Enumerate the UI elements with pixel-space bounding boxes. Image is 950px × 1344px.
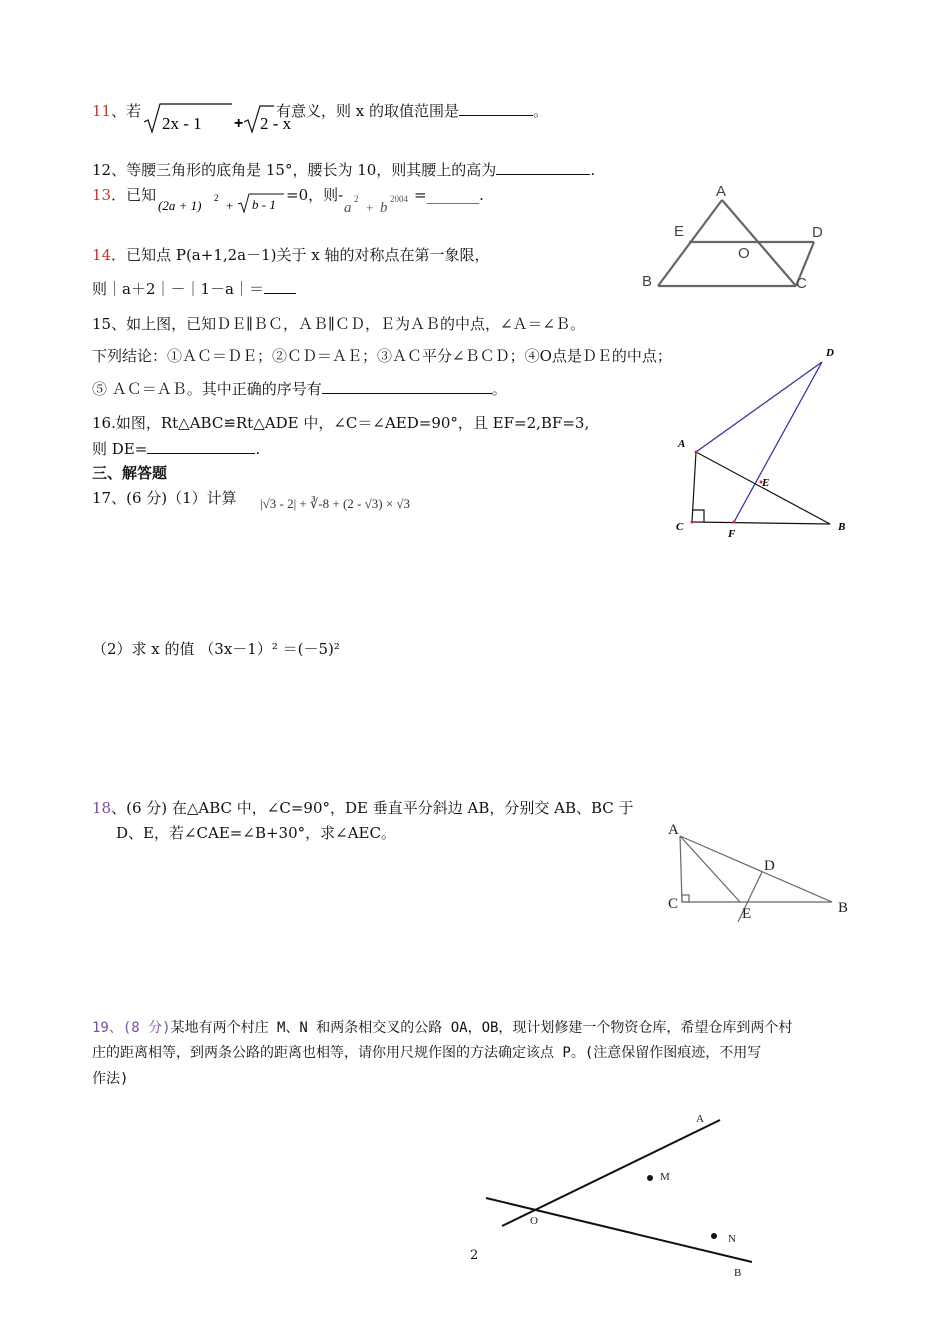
question-number: 11 <box>92 102 112 120</box>
radicand-1: 2x - 1 <box>162 114 202 133</box>
question-13-mid: =0，则- <box>286 186 344 204</box>
radicand-2: 2 - x <box>260 114 292 133</box>
label-C: C <box>668 896 679 912</box>
label-E: E <box>762 477 770 489</box>
label-F: F <box>728 528 736 540</box>
label-A: A <box>716 183 727 200</box>
question-16-line1: 16.如图，Rt△ABC≌Rt△ADE 中，∠C＝∠AED=90°，且 EF=2,BF=3, <box>92 414 590 432</box>
point-M <box>647 1175 653 1181</box>
svg-text:a: a <box>344 200 352 216</box>
svg-text:b: b <box>380 200 388 216</box>
label-O: O <box>530 1215 538 1227</box>
question-19-line2: 庄的距离相等，到两条公路的距离也相等，请你用尺规作图的方法确定该点 P。(注意保留作图痕迹，不用写 <box>92 1045 762 1061</box>
page-number: 2 <box>470 1248 479 1263</box>
svg-text:+: + <box>226 198 234 213</box>
answer-blank <box>459 102 533 116</box>
question-13: 13．已知 <box>92 186 157 204</box>
question-15-line1: 15、如上图，已知ＤＥ∥ＢＣ，ＡＢ∥ＣＤ，Ｅ为ＡＢ的中点，∠Ａ＝∠Ｂ。 <box>92 315 586 333</box>
figure-triangle-parallelogram <box>636 178 836 298</box>
question-14-line2: 则｜a＋2｜－｜1－a｜＝ <box>92 278 296 299</box>
answer-blank <box>147 440 255 454</box>
label-A: A <box>678 438 686 450</box>
label-C: C <box>676 521 684 533</box>
figure-two-roads <box>480 1108 770 1283</box>
label-B: B <box>838 521 846 533</box>
label-M: M <box>660 1171 670 1183</box>
math-expression-13b <box>344 192 424 218</box>
label-B: B <box>642 273 653 290</box>
question-number: 14 <box>92 246 112 264</box>
label-A: A <box>668 822 679 838</box>
label-A: A <box>696 1113 704 1125</box>
figure-congruent-triangles <box>670 340 860 540</box>
svg-text:+: + <box>366 200 374 215</box>
section-heading: 三、解答题 <box>92 464 168 482</box>
label-C: C <box>796 275 807 292</box>
question-number: 13 <box>92 186 112 204</box>
label-B: B <box>838 900 849 916</box>
svg-text:+: + <box>234 115 244 132</box>
math-expression-17: |√3 - 2| + ∛-8 + (2 - √3) × √3 <box>260 496 411 511</box>
label-D: D <box>764 858 775 874</box>
question-15-line2: 下列结论：①ＡＣ＝ＤＥ；②ＣＤ＝ＡＥ；③ＡＣ平分∠ＢＣＤ；④O点是ＤＥ的中点； <box>92 347 672 365</box>
svg-text:2004: 2004 <box>390 194 408 204</box>
label-D: D <box>812 224 823 241</box>
question-number: 18 <box>92 799 112 817</box>
question-18-line1: 18、(6 分) 在△ABC 中，∠C=90°，DE 垂直平分斜边 AB，分别交 AB、BC 于 <box>92 799 634 817</box>
question-number: 19 <box>92 1020 109 1036</box>
question-14: 14．已知点 P(a+1,2a－1)关于 x 轴的对称点在第一象限， <box>92 246 490 264</box>
question-13-end: =_______. <box>414 186 484 204</box>
answer-blank <box>496 161 590 175</box>
question-15-line3: ⑤ ＡＣ＝ＡＢ。其中正确的序号有 。 <box>92 380 507 398</box>
question-19-line3: 作法) <box>92 1071 129 1087</box>
svg-text:2: 2 <box>214 193 219 203</box>
label-E: E <box>674 223 685 240</box>
question-17-line1: 17、(6 分)（1）计算 <box>92 489 237 507</box>
answer-blank <box>264 280 296 294</box>
point-N <box>711 1233 717 1239</box>
label-E: E <box>742 906 752 922</box>
svg-text:b - 1: b - 1 <box>252 197 276 212</box>
label-N: N <box>728 1233 736 1245</box>
label-D: D <box>826 347 834 359</box>
question-19-line1: 19、(8 分)某地有两个村庄 M、N 和两条相交叉的公路 OA，OB，现计划修建一个物资仓库，希望仓库到两个村 <box>92 1020 793 1036</box>
question-12: 12、等腰三角形的底角是 15°，腰长为 10，则其腰上的高为 . <box>92 161 596 179</box>
question-16-line2: 则 DE= . <box>92 440 261 458</box>
question-11: 11、若 <box>92 102 142 120</box>
svg-text:2: 2 <box>354 194 359 204</box>
question-17-line2: （2）求 x 的值 （3x－1）² ＝(－5)² <box>92 640 340 658</box>
answer-blank <box>322 380 492 394</box>
sqrt-expression-11 <box>142 100 292 136</box>
label-O: O <box>738 245 750 262</box>
label-B: B <box>734 1267 742 1279</box>
question-11-tail: 有意义，则 x 的取值范围是 。 <box>276 102 549 120</box>
figure-right-triangle-bisector <box>660 816 860 931</box>
svg-text:(2a + 1): (2a + 1) <box>158 198 202 213</box>
question-18-line2: D、E，若∠CAE=∠B+30°，求∠AEC。 <box>116 824 396 842</box>
